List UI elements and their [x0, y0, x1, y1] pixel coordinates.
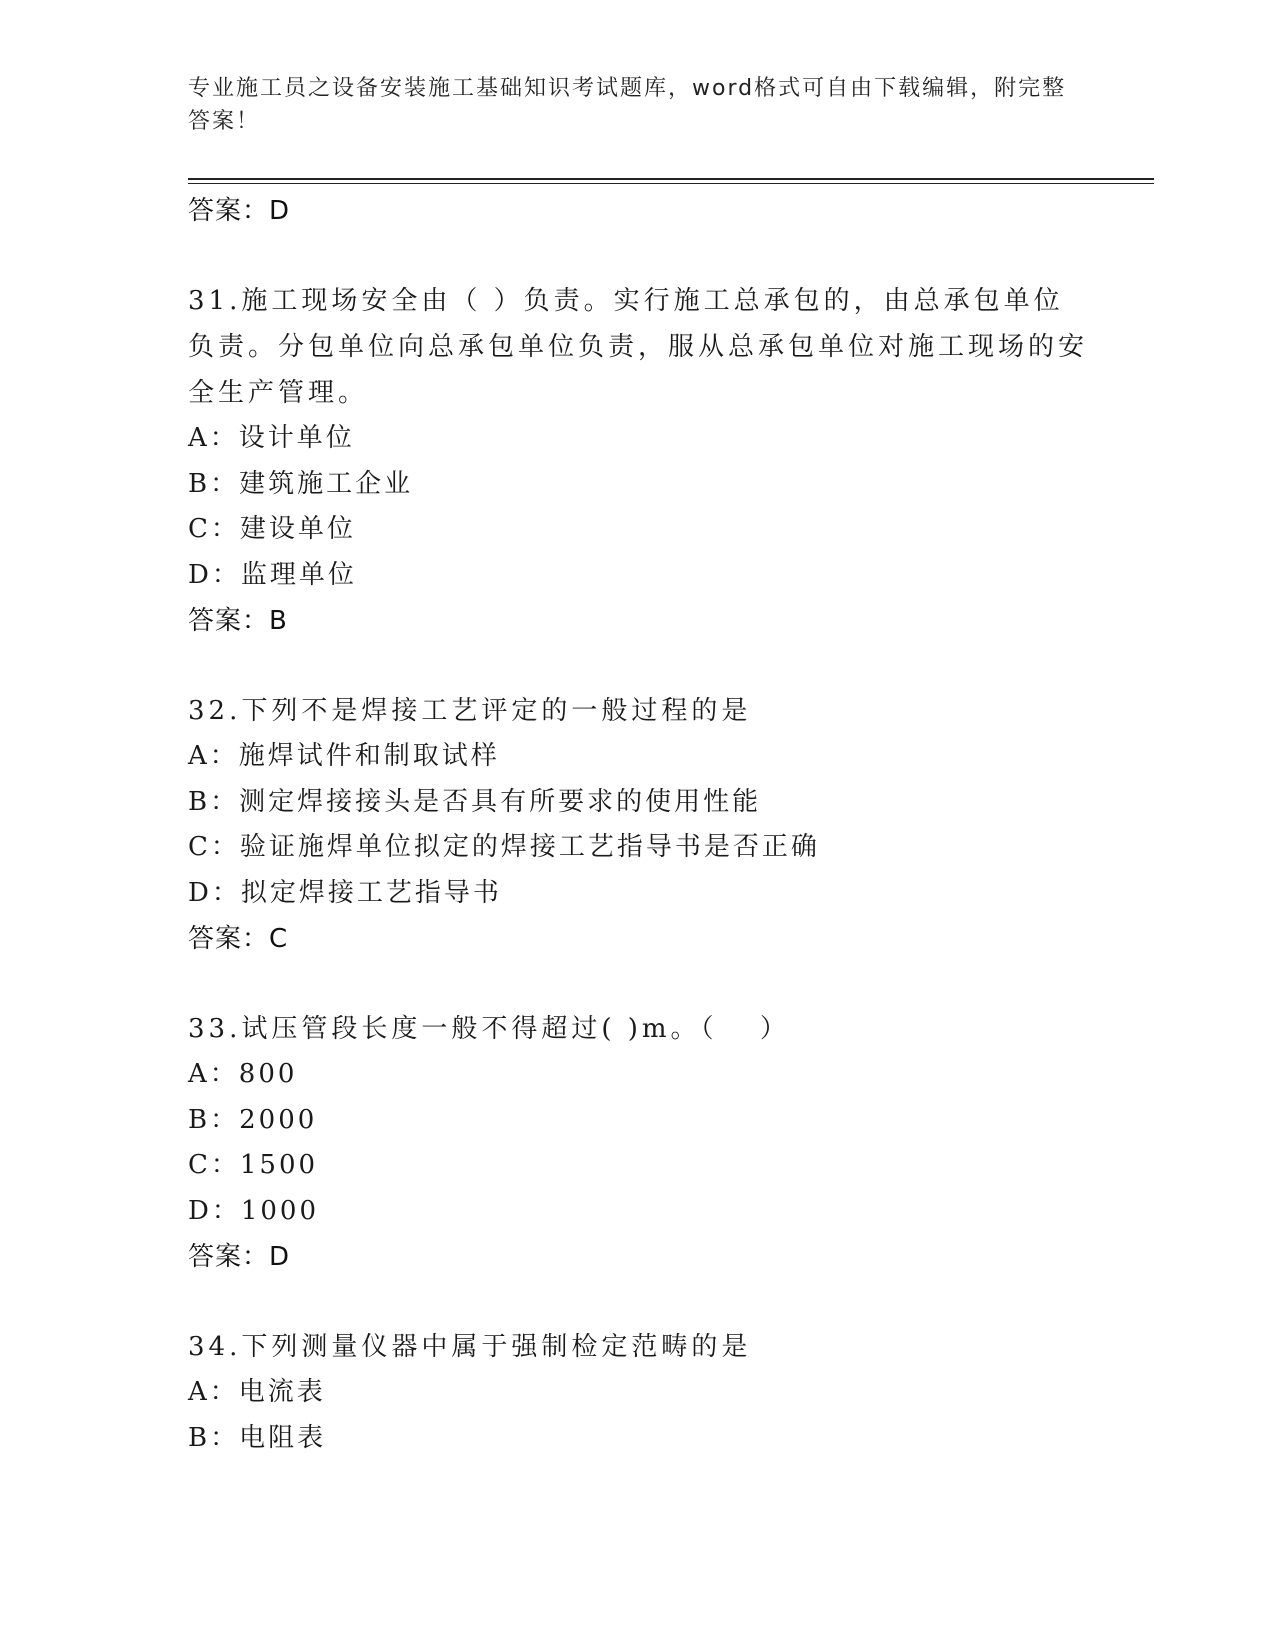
option-a: A：施焊试件和制取试样 [188, 741, 500, 771]
document-header: 专业施工员之设备安装施工基础知识考试题库，word格式可自由下载编辑，附完整答案！ [188, 76, 1067, 134]
option-c: C：建设单位 [188, 514, 356, 544]
question-block [188, 278, 1088, 644]
question-stem: 31.施工现场安全由（ ）负责。实行施工总承包的，由总承包单位负责。分包单位向总承包单位负责，服从总承包单位对施工现场的安全生产管理。 [188, 286, 1089, 408]
option-b: B：测定焊接接头是否具有所要求的使用性能 [188, 786, 762, 817]
spacer [188, 1280, 1088, 1324]
answer-line: 答案：D [188, 196, 291, 226]
option-d: D：拟定焊接工艺指导书 [188, 877, 502, 908]
question-block [188, 1006, 1088, 1280]
option-c: C：验证施焊单位拟定的焊接工艺指导书是否正确 [188, 832, 820, 862]
option-d: D：1000 [188, 1195, 320, 1226]
option-a: A：电流表 [188, 1377, 326, 1407]
option-a: A：800 [188, 1059, 298, 1089]
option-b: B：2000 [188, 1104, 318, 1135]
spacer [188, 234, 1088, 278]
question-list [188, 188, 1088, 1461]
question-stem: 32.下列不是焊接工艺评定的一般过程的是 [188, 696, 752, 726]
question-stem: 34.下列测量仪器中属于强制检定范畴的是 [188, 1332, 752, 1362]
question-block [188, 688, 1088, 962]
answer-line: 答案：D [188, 1242, 291, 1272]
question-block [188, 1324, 1088, 1461]
option-d: D：监理单位 [188, 559, 357, 590]
option-b: B：建筑施工企业 [188, 468, 414, 499]
option-a: A：设计单位 [188, 423, 355, 453]
option-c: C：1500 [188, 1150, 319, 1180]
spacer [188, 644, 1088, 688]
header-rule-thick [188, 178, 1154, 180]
answer-line: 答案：C [188, 924, 289, 954]
header-rule-thin [188, 183, 1154, 184]
question-stem: 33.试压管段长度一般不得超过( )m。（ ） [188, 1014, 790, 1044]
option-b: B：电阻表 [188, 1422, 327, 1453]
answer-line: 答案：B [188, 606, 288, 636]
spacer [188, 962, 1088, 1006]
